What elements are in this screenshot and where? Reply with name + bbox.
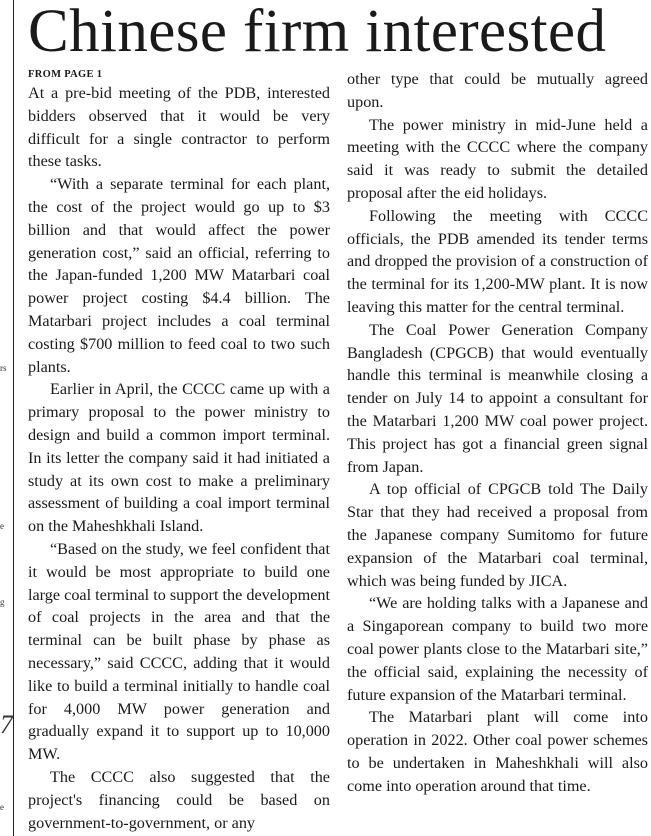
gutter-fragment: e (0, 521, 4, 531)
paragraph: “Based on the study, we feel confident that it would be most appropriate to build one large coal terminal to support the development of coal projects in the area and that the terminal can be built phase by phase as necessary,” said CCCC, adding that it would like to build a terminal initially to handle coal for 4,000 MW power generation and gradually expand it to support up to 10,000 MW. (28, 539, 330, 764)
headline: Chinese firm interested (28, 0, 607, 65)
paragraph: The Matarbari plant will come into operation in 2022. Other coal power schemes to be undertaken in Maheshkhali will also come into operation around that time. (347, 708, 648, 795)
paragraph: “With a separate terminal for each plant, the cost of the project would go up to $3 billion and that would affect the power generation cost,” said an official, referring to the Japan-funded 1,200 MW Matarbari coal power project costing $4.4 billion. The Matarbari project includes a coal terminal costing $700 million to feed coal to two such plants. (28, 175, 330, 376)
paragraph: The CCCC also suggested that the project's financing could be based on government-to-government, or any (28, 767, 330, 832)
adjacent-column-gutter (0, 0, 14, 836)
paragraph: other type that could be mutually agreed upon. (347, 70, 648, 111)
paragraph: Earlier in April, the CCCC came up with a primary proposal to the power ministry to design and build a common import terminal. In its letter the company said it had initiated a study at its own cost to make a preliminary assessment of building a coal import terminal on the Maheshkhali Island. (28, 380, 330, 536)
paragraph: The power ministry in mid-June held a meeting with the CCCC where the company said it was ready to submit the detailed proposal after the eid holidays. (347, 115, 648, 202)
paragraph: A top official of CPGCB told The Daily Star that they had received a proposal from the Japanese company Sumitomo for future expansion of the Matarbari coal terminal, which was being funded by JICA. (347, 480, 648, 590)
article-column-left (28, 68, 330, 836)
article-column-right (347, 68, 648, 836)
gutter-fragment: g (0, 597, 5, 607)
gutter-fragment: rs (0, 363, 7, 373)
paragraph: Following the meeting with CCCC officials, the PDB amended its tender terms and dropped the provision of a construction of the terminal for its 1,200-MW plant. It is now leaving this matter for the central terminal. (347, 206, 648, 316)
gutter-fragment: 7 (0, 710, 13, 739)
paragraph: At a pre-bid meeting of the PDB, interested bidders observed that it would be very difficult for a single contractor to perform these tasks. (28, 84, 330, 171)
paragraph: “We are holding talks with a Japanese and a Singaporean company to build two more coal power plants close to the Matarbari site,” the official said, explaining the necessity of future expansion of the Matarbari terminal. (347, 594, 648, 704)
gutter-fragment: e (0, 802, 4, 812)
paragraph: The Coal Power Generation Company Bangladesh (CPGCB) that would eventually handle this terminal is meanwhile closing a tender on July 14 to appoint a consultant for the Matarbari 1,200 MW coal power project. This project has got a financial green signal from Japan. (347, 320, 648, 476)
continuation-kicker: FROM PAGE 1 (28, 69, 103, 80)
